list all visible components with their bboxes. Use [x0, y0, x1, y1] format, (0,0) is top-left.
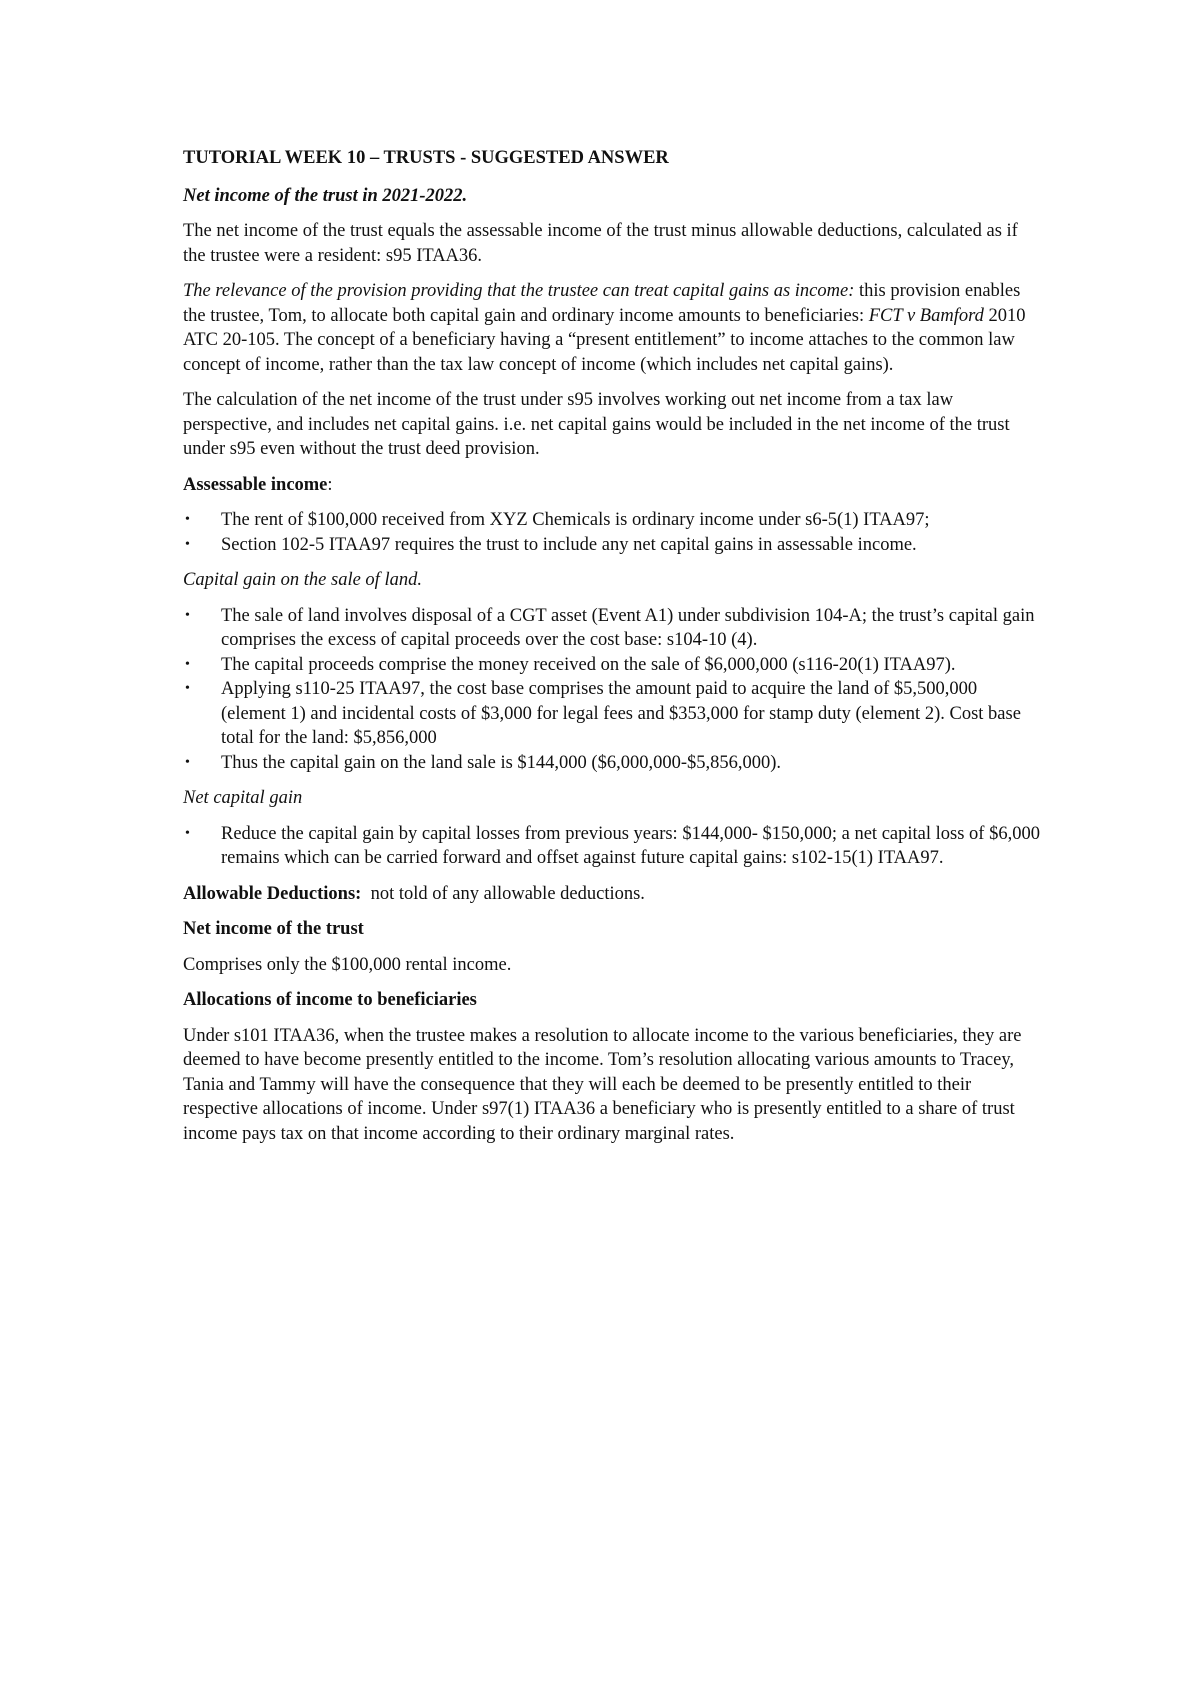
- list-item-text: The rent of $100,000 received from XYZ Chemicals is ordinary income under s6-5(1) ITAA97;: [221, 510, 930, 530]
- assessable-income-list: [183, 508, 1043, 557]
- relevance-text-1: this provision enables the trustee, Tom, to allocate both capital gain and ordinary income amounts to beneficiaries:: [183, 281, 1021, 326]
- list-item: [183, 533, 1043, 558]
- bullet-icon: •: [185, 656, 190, 672]
- document-page: [183, 146, 1043, 1157]
- bullet-icon: •: [185, 825, 190, 841]
- deductions-text: not told of any allowable deductions.: [361, 883, 645, 904]
- list-item-text: Thus the capital gain on the land sale is $144,000 ($6,000,000-$5,856,000).: [221, 752, 782, 773]
- section-heading-net-income-trust: Net income of the trust: [183, 919, 364, 939]
- relevance-lead: The relevance of the provision providing that the trustee can treat capital gains as income:: [183, 281, 855, 301]
- document-title: TUTORIAL WEEK 10 – TRUSTS - SUGGESTED ANSWER: [183, 148, 669, 168]
- list-item: [183, 822, 1043, 871]
- assessable-heading-text: Assessable income: [183, 474, 328, 495]
- list-item-text: The capital proceeds comprise the money received on the sale of $6,000,000 (s116-20(1) ITAA97).: [221, 654, 956, 675]
- section-heading-net-income-year: Net income of the trust in 2021-2022.: [183, 185, 468, 206]
- list-item: [183, 508, 1043, 533]
- paragraph-allowable-deductions: [183, 882, 1043, 907]
- section-heading-allocations: Allocations of income to beneficiaries: [183, 990, 477, 1010]
- paragraph-allocations: Under s101 ITAA36, when the trustee makes a resolution to allocate income to the various beneficiaries, they are deemed to have become presently entitled to the income. Tom’s resolution allocating various amounts to Tracey, Tania and Tammy will have the consequence that they will each be deemed to be presently entitled to their respective allocations of income. Under s97(1) ITAA36 a beneficiary who is presently entitled to a share of trust income pays tax on that income according to their ordinary marginal rates.: [183, 1025, 1022, 1144]
- list-item: [183, 604, 1043, 653]
- section-heading-assessable-income: [183, 473, 1043, 498]
- paragraph-net-income-definition: The net income of the trust equals the assessable income of the trust minus allowable deductions, calculated as if the trustee were a resident: s95 ITAA36.: [183, 221, 1018, 266]
- paragraph-relevance: [183, 279, 1043, 377]
- bullet-icon: •: [185, 754, 190, 770]
- bullet-icon: •: [185, 512, 190, 527]
- case-citation: FCT v Bamford: [868, 305, 984, 326]
- bullet-icon: •: [185, 681, 190, 696]
- list-item-text: Reduce the capital gain by capital losses from previous years: $144,000- $150,000; a net capital loss of $6,000 remains which can be carried forward and offset against future capital gains: s102-15(1) ITAA97.: [221, 823, 1040, 868]
- bullet-icon: •: [185, 536, 190, 552]
- relevance-text-2: 2010 ATC 20-105. The concept of a beneficiary having a “present entitlement” to income attaches to the common law concept of income, rather than the tax law concept of income (which includes net capital gains).: [183, 305, 1026, 375]
- list-item-text: Applying s110-25 ITAA97, the cost base comprises the amount paid to acquire the land of $5,500,000 (element 1) and incidental costs of $3,000 for legal fees and $353,000 for stamp duty (element 2). Cost base total for the land: $5,856,000: [221, 679, 1021, 748]
- bullet-icon: •: [185, 607, 190, 623]
- section-heading-capital-gain: Capital gain on the sale of land.: [183, 570, 422, 590]
- net-capital-gain-list: [183, 822, 1043, 871]
- deductions-heading: Allowable Deductions:: [183, 883, 362, 904]
- assessable-heading-colon: :: [327, 474, 333, 495]
- list-item-text: The sale of land involves disposal of a CGT asset (Event A1) under subdivision 104-A; the trust’s capital gain comprises the excess of capital proceeds over the cost base: s104-10 (4).: [221, 605, 1035, 650]
- list-item: [183, 677, 1043, 751]
- capital-gain-list: [183, 604, 1043, 776]
- paragraph-net-income-trust: Comprises only the $100,000 rental income.: [183, 954, 512, 975]
- list-item-text: Section 102-5 ITAA97 requires the trust to include any net capital gains in assessable income.: [221, 534, 917, 555]
- paragraph-calculation: The calculation of the net income of the trust under s95 involves working out net income from a tax law perspective, and includes net capital gains. i.e. net capital gains would be included in the net income of the trust under s95 even without the trust deed provision.: [183, 390, 1010, 459]
- list-item: [183, 653, 1043, 678]
- list-item: [183, 751, 1043, 776]
- section-heading-net-capital-gain: Net capital gain: [183, 788, 303, 808]
